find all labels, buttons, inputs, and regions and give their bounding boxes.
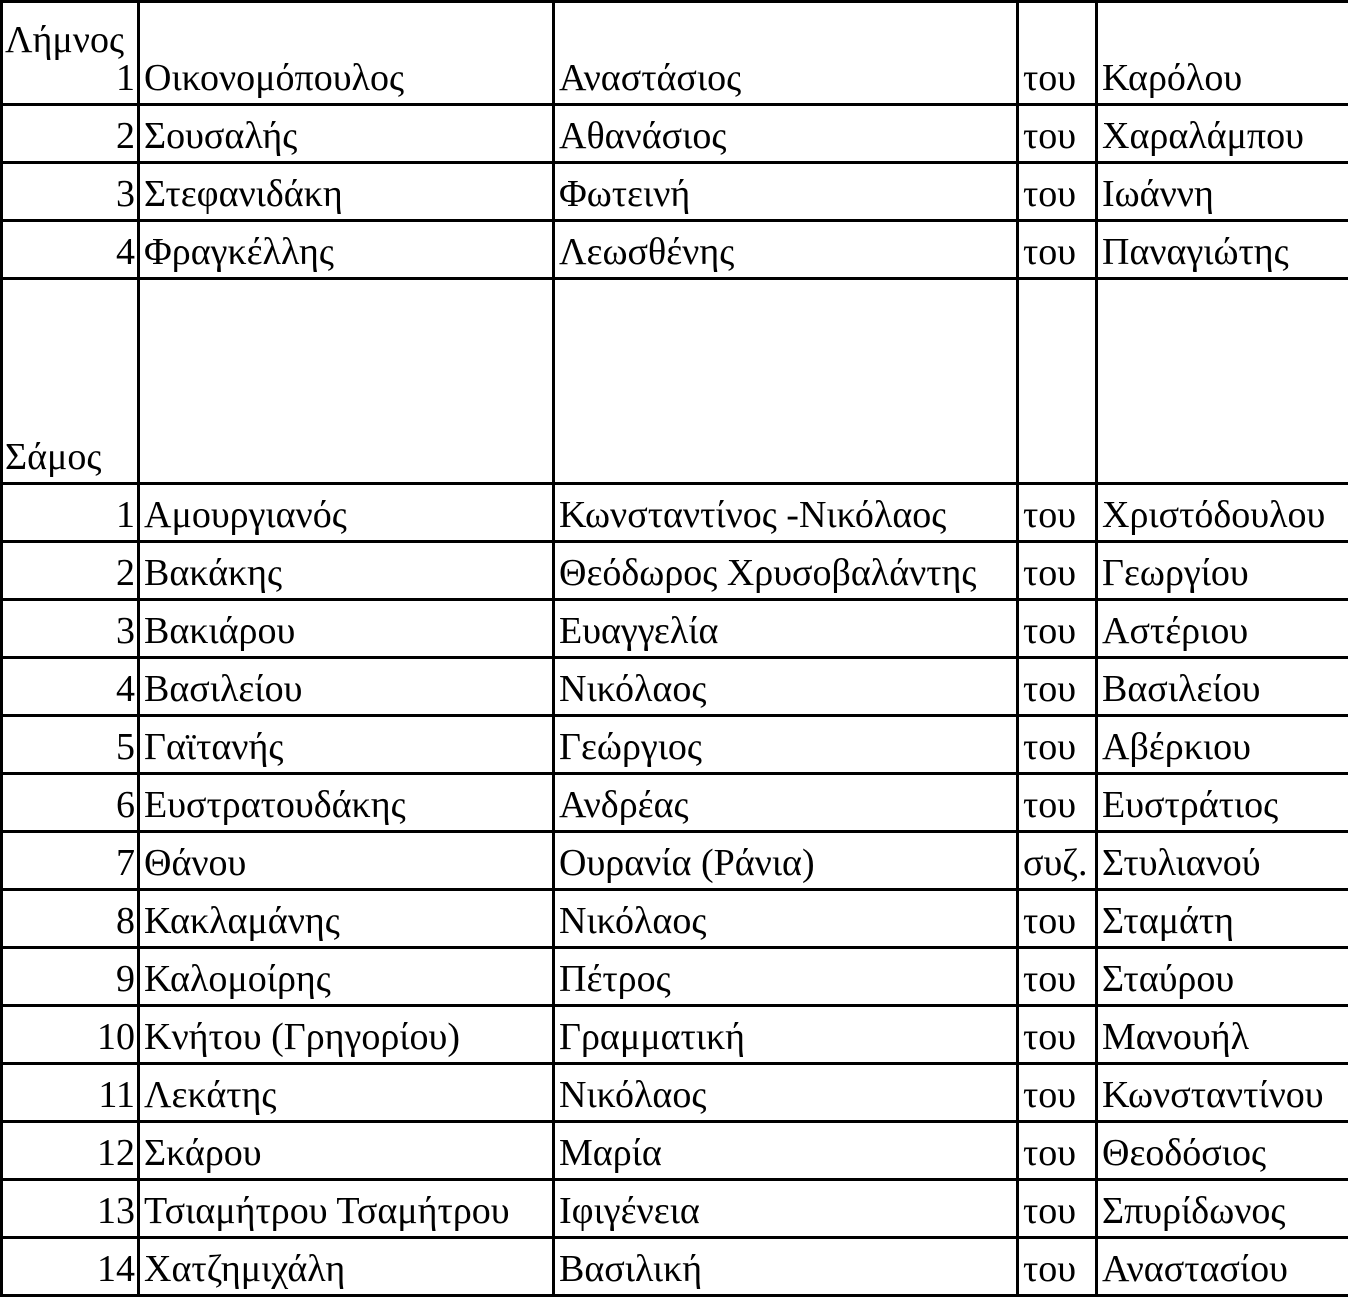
table-row[interactable]: [2, 221, 1348, 279]
cell-parent[interactable]: Θεοδόσιος: [1097, 1122, 1348, 1180]
cell-first-name[interactable]: Λεωσθένης: [554, 221, 1018, 279]
cell-number[interactable]: 7: [2, 832, 139, 890]
cell-empty[interactable]: [1018, 279, 1097, 484]
cell-relation[interactable]: του: [1018, 2, 1097, 105]
cell-relation[interactable]: του: [1018, 484, 1097, 542]
cell-surname[interactable]: Βασιλείου: [139, 658, 554, 716]
cell-parent[interactable]: Σπυρίδωνος: [1097, 1180, 1348, 1238]
cell-first-name[interactable]: Νικόλαος: [554, 1064, 1018, 1122]
cell-relation[interactable]: του: [1018, 890, 1097, 948]
cell-number[interactable]: 14: [2, 1238, 139, 1296]
cell-surname[interactable]: Φραγκέλλης: [139, 221, 554, 279]
table-row[interactable]: [2, 105, 1348, 163]
cell-parent[interactable]: Καρόλου: [1097, 2, 1348, 105]
cell-number[interactable]: 6: [2, 774, 139, 832]
cell-number[interactable]: 2: [2, 542, 139, 600]
cell-surname[interactable]: Χατζημιχάλη: [139, 1238, 554, 1296]
table-row[interactable]: [2, 948, 1348, 1006]
cell-relation[interactable]: συζ.: [1018, 832, 1097, 890]
cell-relation[interactable]: του: [1018, 542, 1097, 600]
section-label: Λήμνος: [5, 19, 125, 61]
cell-parent[interactable]: Βασιλείου: [1097, 658, 1348, 716]
cell-first-name[interactable]: Γραμματική: [554, 1006, 1018, 1064]
table-row[interactable]: [2, 658, 1348, 716]
cell-parent[interactable]: Ιωάννη: [1097, 163, 1348, 221]
cell-first-name[interactable]: Ουρανία (Ράνια): [554, 832, 1018, 890]
cell-surname[interactable]: Γαϊτανής: [139, 716, 554, 774]
cell-parent[interactable]: Σταύρου: [1097, 948, 1348, 1006]
cell-number[interactable]: 10: [2, 1006, 139, 1064]
table-row[interactable]: [2, 600, 1348, 658]
section-label[interactable]: Σάμος: [2, 279, 139, 484]
cell-first-name[interactable]: Φωτεινή: [554, 163, 1018, 221]
cell-relation[interactable]: του: [1018, 1122, 1097, 1180]
cell-relation[interactable]: του: [1018, 1006, 1097, 1064]
cell-surname[interactable]: Σουσαλής: [139, 105, 554, 163]
cell-number[interactable]: [2, 2, 139, 105]
cell-number[interactable]: 1: [2, 484, 139, 542]
cell-surname[interactable]: Λεκάτης: [139, 1064, 554, 1122]
cell-first-name[interactable]: Κωνσταντίνος -Νικόλαος: [554, 484, 1018, 542]
table-row[interactable]: [2, 1122, 1348, 1180]
cell-relation[interactable]: του: [1018, 163, 1097, 221]
row-number: 1: [116, 57, 135, 99]
table-row[interactable]: [2, 1064, 1348, 1122]
table-row[interactable]: [2, 1180, 1348, 1238]
cell-parent[interactable]: Αβέρκιου: [1097, 716, 1348, 774]
table-row[interactable]: [2, 1006, 1348, 1064]
cell-surname[interactable]: Κνήτου (Γρηγορίου): [139, 1006, 554, 1064]
cell-surname[interactable]: Ευστρατουδάκης: [139, 774, 554, 832]
cell-relation[interactable]: του: [1018, 774, 1097, 832]
cell-parent[interactable]: Αστέριου: [1097, 600, 1348, 658]
cell-number[interactable]: 2: [2, 105, 139, 163]
cell-relation[interactable]: του: [1018, 1064, 1097, 1122]
cell-parent[interactable]: Στυλιανού: [1097, 832, 1348, 890]
table-row[interactable]: [2, 2, 1348, 105]
cell-surname[interactable]: Βακάκης: [139, 542, 554, 600]
cell-parent[interactable]: Αναστασίου: [1097, 1238, 1348, 1296]
cell-number[interactable]: 11: [2, 1064, 139, 1122]
cell-number[interactable]: 4: [2, 658, 139, 716]
cell-number[interactable]: 9: [2, 948, 139, 1006]
cell-first-name[interactable]: Ευαγγελία: [554, 600, 1018, 658]
cell-number[interactable]: 3: [2, 163, 139, 221]
cell-parent[interactable]: Κωνσταντίνου: [1097, 1064, 1348, 1122]
table-row[interactable]: [2, 542, 1348, 600]
cell-surname[interactable]: Στεφανιδάκη: [139, 163, 554, 221]
cell-first-name[interactable]: Αναστάσιος: [554, 2, 1018, 105]
cell-surname[interactable]: Θάνου: [139, 832, 554, 890]
cell-number[interactable]: 13: [2, 1180, 139, 1238]
cell-first-name[interactable]: Βασιλική: [554, 1238, 1018, 1296]
cell-parent[interactable]: Χριστόδουλου: [1097, 484, 1348, 542]
cell-number[interactable]: 5: [2, 716, 139, 774]
cell-parent[interactable]: Ευστράτιος: [1097, 774, 1348, 832]
cell-empty[interactable]: [1097, 279, 1348, 484]
cell-surname[interactable]: Καλομοίρης: [139, 948, 554, 1006]
cell-relation[interactable]: του: [1018, 1180, 1097, 1238]
cell-parent[interactable]: Χαραλάμπου: [1097, 105, 1348, 163]
cell-parent[interactable]: Παναγιώτης: [1097, 221, 1348, 279]
cell-surname[interactable]: Βακιάρου: [139, 600, 554, 658]
cell-first-name[interactable]: Ανδρέας: [554, 774, 1018, 832]
cell-surname[interactable]: Κακλαμάνης: [139, 890, 554, 948]
cell-first-name[interactable]: Ιφιγένεια: [554, 1180, 1018, 1238]
cell-parent[interactable]: Γεωργίου: [1097, 542, 1348, 600]
cell-relation[interactable]: του: [1018, 600, 1097, 658]
cell-surname[interactable]: Αμουργιανός: [139, 484, 554, 542]
cell-number[interactable]: 3: [2, 600, 139, 658]
cell-surname[interactable]: Τσιαμήτρου Τσαμήτρου: [139, 1180, 554, 1238]
cell-first-name[interactable]: Πέτρος: [554, 948, 1018, 1006]
cell-empty[interactable]: [554, 279, 1018, 484]
cell-first-name[interactable]: Γεώργιος: [554, 716, 1018, 774]
cell-empty[interactable]: [139, 279, 554, 484]
table-row[interactable]: [2, 716, 1348, 774]
cell-relation[interactable]: του: [1018, 1238, 1097, 1296]
table-row[interactable]: [2, 163, 1348, 221]
cell-relation[interactable]: του: [1018, 716, 1097, 774]
table-row[interactable]: [2, 1238, 1348, 1296]
cell-first-name[interactable]: Νικόλαος: [554, 890, 1018, 948]
cell-number[interactable]: 4: [2, 221, 139, 279]
section-header-row[interactable]: [2, 279, 1348, 484]
cell-relation[interactable]: του: [1018, 658, 1097, 716]
cell-number[interactable]: 8: [2, 890, 139, 948]
cell-parent[interactable]: Σταμάτη: [1097, 890, 1348, 948]
cell-first-name[interactable]: Αθανάσιος: [554, 105, 1018, 163]
cell-first-name[interactable]: Θεόδωρος Χρυσοβαλάντης: [554, 542, 1018, 600]
cell-number[interactable]: 12: [2, 1122, 139, 1180]
cell-surname[interactable]: Σκάρου: [139, 1122, 554, 1180]
cell-parent[interactable]: Μανουήλ: [1097, 1006, 1348, 1064]
table-row[interactable]: [2, 832, 1348, 890]
cell-relation[interactable]: του: [1018, 948, 1097, 1006]
table-row[interactable]: [2, 484, 1348, 542]
cell-first-name[interactable]: Νικόλαος: [554, 658, 1018, 716]
table-row[interactable]: [2, 774, 1348, 832]
cell-surname[interactable]: Οικονομόπουλος: [139, 2, 554, 105]
table-row[interactable]: [2, 890, 1348, 948]
cell-relation[interactable]: του: [1018, 221, 1097, 279]
cell-first-name[interactable]: Μαρία: [554, 1122, 1018, 1180]
cell-relation[interactable]: του: [1018, 105, 1097, 163]
